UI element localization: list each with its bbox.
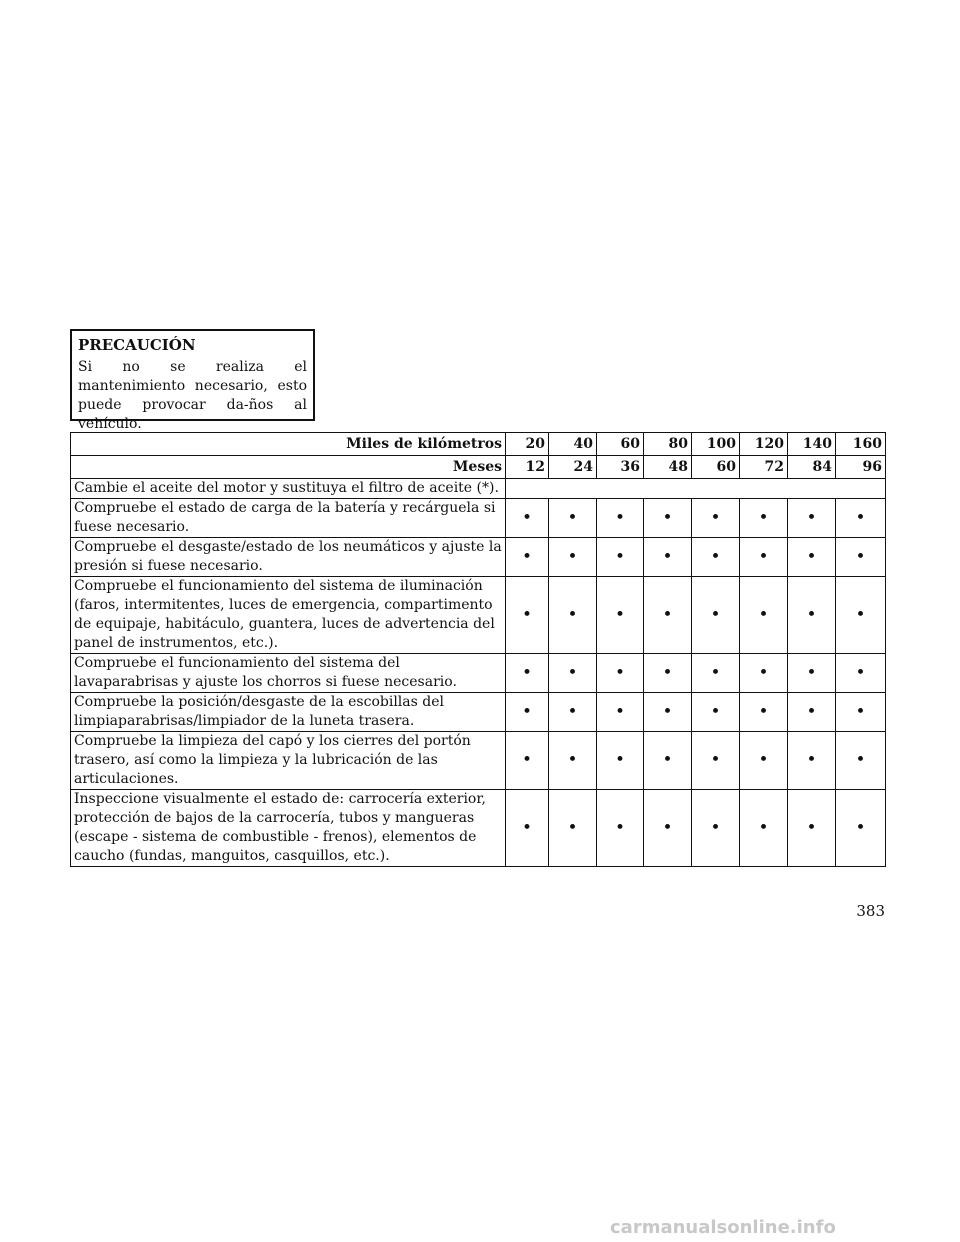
interval-cell [506, 538, 549, 577]
interval-cell [597, 577, 644, 654]
service-description: Compruebe el desgaste/estado de los neumáticos y ajuste la presión si fuese necesario. [71, 538, 506, 577]
interval-cell [644, 499, 692, 538]
bullet-icon: • [662, 604, 673, 625]
bullet-icon: • [567, 662, 578, 683]
header-months-value: 96 [836, 456, 886, 479]
bullet-icon: • [662, 546, 673, 567]
table-row [71, 577, 886, 654]
header-km-value: 160 [836, 433, 886, 456]
header-km-value: 120 [740, 433, 788, 456]
interval-cell [740, 654, 788, 693]
bullet-icon: • [855, 546, 866, 567]
header-months-value: 84 [788, 456, 836, 479]
bullet-icon: • [614, 507, 626, 528]
interval-cell [644, 577, 692, 654]
header-months-value: 24 [549, 456, 597, 479]
bullet-icon: • [710, 817, 721, 838]
bullet-icon: • [662, 507, 673, 528]
caution-title: PRECAUCIÓN [78, 336, 196, 354]
interval-cell [644, 538, 692, 577]
page-number: 383 [856, 902, 885, 920]
header-row-km [71, 433, 886, 456]
bullet-icon: • [567, 546, 578, 567]
bullet-icon: • [614, 662, 626, 683]
interval-cell [506, 577, 549, 654]
interval-cell [597, 499, 644, 538]
bullet-icon: • [521, 662, 533, 683]
bullet-icon: • [806, 604, 817, 625]
service-description: Compruebe el funcionamiento del sistema del lavaparabrisas y ajuste los chorros si fuese necesario. [71, 654, 506, 693]
interval-cell [506, 499, 549, 538]
header-km-value: 60 [597, 433, 644, 456]
interval-cell [597, 538, 644, 577]
header-km-value: 100 [692, 433, 740, 456]
header-row-months [71, 456, 886, 479]
service-description: Inspeccione visualmente el estado de: carrocería exterior, protección de bajos de la carrocería, tubos y mangueras (escape - sistema de combustible - frenos), elementos de caucho (fundas, manguitos, casquillos, etc.). [71, 790, 506, 867]
bullet-icon: • [758, 604, 769, 625]
interval-cell [549, 790, 597, 867]
header-km-value: 140 [788, 433, 836, 456]
header-months-label: Meses [71, 456, 506, 479]
interval-cell [597, 654, 644, 693]
bullet-icon: • [662, 750, 673, 770]
bullet-icon: • [855, 662, 866, 683]
interval-cell [549, 693, 597, 732]
interval-cell [740, 790, 788, 867]
bullet-icon: • [758, 507, 769, 528]
bullet-icon: • [710, 507, 721, 528]
bullet-icon: • [521, 546, 533, 567]
interval-cell [788, 693, 836, 732]
interval-cell [836, 693, 886, 732]
service-description: Compruebe la limpieza del capó y los cierres del portón trasero, así como la limpieza y la lubricación de las articulaciones. [71, 732, 506, 790]
bullet-icon: • [855, 604, 866, 625]
bullet-icon: • [758, 701, 769, 722]
bullet-icon: • [710, 546, 721, 567]
header-km-value: 20 [506, 433, 549, 456]
service-description: Cambie el aceite del motor y sustituya el filtro de aceite (*). [71, 479, 506, 499]
interval-cell [506, 693, 549, 732]
interval-cell [836, 538, 886, 577]
interval-cell [549, 499, 597, 538]
interval-cell [506, 732, 549, 790]
interval-cell [549, 654, 597, 693]
header-months-value: 12 [506, 456, 549, 479]
interval-cell [549, 577, 597, 654]
table-row [71, 790, 886, 867]
interval-cell [788, 538, 836, 577]
header-months-value: 48 [644, 456, 692, 479]
bullet-icon: • [710, 662, 721, 683]
bullet-icon: • [806, 507, 817, 528]
table-row [71, 538, 886, 577]
bullet-icon: • [614, 750, 626, 770]
bullet-icon: • [567, 604, 578, 625]
bullet-icon: • [855, 750, 866, 770]
interval-cell [506, 654, 549, 693]
interval-cell [788, 790, 836, 867]
maintenance-schedule-table [70, 432, 886, 867]
watermark: carmanualsonline.info [610, 1217, 836, 1238]
service-description: Compruebe el estado de carga de la batería y recárguela si fuese necesario. [71, 499, 506, 538]
interval-cell [692, 693, 740, 732]
table-row [71, 693, 886, 732]
bullet-icon: • [614, 817, 626, 838]
bullet-icon: • [521, 817, 533, 838]
bullet-icon: • [614, 701, 626, 722]
bullet-icon: • [521, 604, 533, 625]
interval-cell [836, 577, 886, 654]
header-km-value: 40 [549, 433, 597, 456]
interval-cell [549, 538, 597, 577]
interval-cell [836, 499, 886, 538]
interval-cells-empty [506, 479, 886, 499]
header-km-value: 80 [644, 433, 692, 456]
bullet-icon: • [521, 507, 533, 528]
bullet-icon: • [521, 750, 533, 770]
interval-cell [692, 499, 740, 538]
bullet-icon: • [855, 701, 866, 722]
bullet-icon: • [614, 546, 626, 567]
bullet-icon: • [567, 701, 578, 722]
bullet-icon: • [806, 546, 817, 567]
interval-cell [788, 499, 836, 538]
interval-cell [597, 790, 644, 867]
header-months-value: 72 [740, 456, 788, 479]
interval-cell [740, 693, 788, 732]
interval-cell [740, 732, 788, 790]
interval-cell [740, 538, 788, 577]
bullet-icon: • [662, 817, 673, 838]
bullet-icon: • [662, 662, 673, 683]
interval-cell [597, 732, 644, 790]
interval-cell [644, 654, 692, 693]
table-row [71, 479, 886, 499]
bullet-icon: • [662, 701, 673, 722]
interval-cell [836, 790, 886, 867]
bullet-icon: • [567, 750, 578, 770]
table-row [71, 499, 886, 538]
interval-cell [644, 790, 692, 867]
interval-cell [788, 577, 836, 654]
bullet-icon: • [806, 817, 817, 838]
header-months-value: 36 [597, 456, 644, 479]
service-description: Compruebe la posición/desgaste de la escobillas del limpiaparabrisas/limpiador de la luneta trasera. [71, 693, 506, 732]
interval-cell [692, 577, 740, 654]
table-row [71, 732, 886, 790]
bullet-icon: • [567, 817, 578, 838]
interval-cell [549, 732, 597, 790]
interval-cell [740, 499, 788, 538]
interval-cell [692, 654, 740, 693]
service-description: Compruebe el funcionamiento del sistema de iluminación (faros, intermitentes, luces de emergencia, compartimento de equipaje, habitáculo, guantera, luces de advertencia del panel de instrumentos, etc.). [71, 577, 506, 654]
interval-cell [506, 790, 549, 867]
bullet-icon: • [614, 604, 626, 625]
bullet-icon: • [567, 507, 578, 528]
interval-cell [597, 693, 644, 732]
interval-cell [644, 732, 692, 790]
header-months-value: 60 [692, 456, 740, 479]
bullet-icon: • [758, 546, 769, 567]
bullet-icon: • [710, 701, 721, 722]
table-row [71, 654, 886, 693]
bullet-icon: • [855, 507, 866, 528]
caution-text: Si no se realiza el mantenimiento necesario, esto puede provocar da-ños al vehículo. [78, 359, 307, 432]
interval-cell [788, 654, 836, 693]
bullet-icon: • [806, 701, 817, 722]
bullet-icon: • [758, 750, 769, 770]
caution-box [70, 329, 315, 432]
bullet-icon: • [806, 750, 817, 770]
interval-cell [692, 732, 740, 790]
interval-cell [740, 577, 788, 654]
bullet-icon: • [855, 817, 866, 838]
interval-cell [692, 538, 740, 577]
bullet-icon: • [521, 701, 533, 722]
interval-cell [836, 654, 886, 693]
interval-cell [836, 732, 886, 790]
header-km-label: Miles de kilómetros [71, 433, 506, 456]
bullet-icon: • [710, 750, 721, 770]
bullet-icon: • [710, 604, 721, 625]
bullet-icon: • [758, 817, 769, 838]
bullet-icon: • [758, 662, 769, 683]
interval-cell [788, 732, 836, 790]
interval-cell [692, 790, 740, 867]
bullet-icon: • [806, 662, 817, 683]
interval-cell [644, 693, 692, 732]
